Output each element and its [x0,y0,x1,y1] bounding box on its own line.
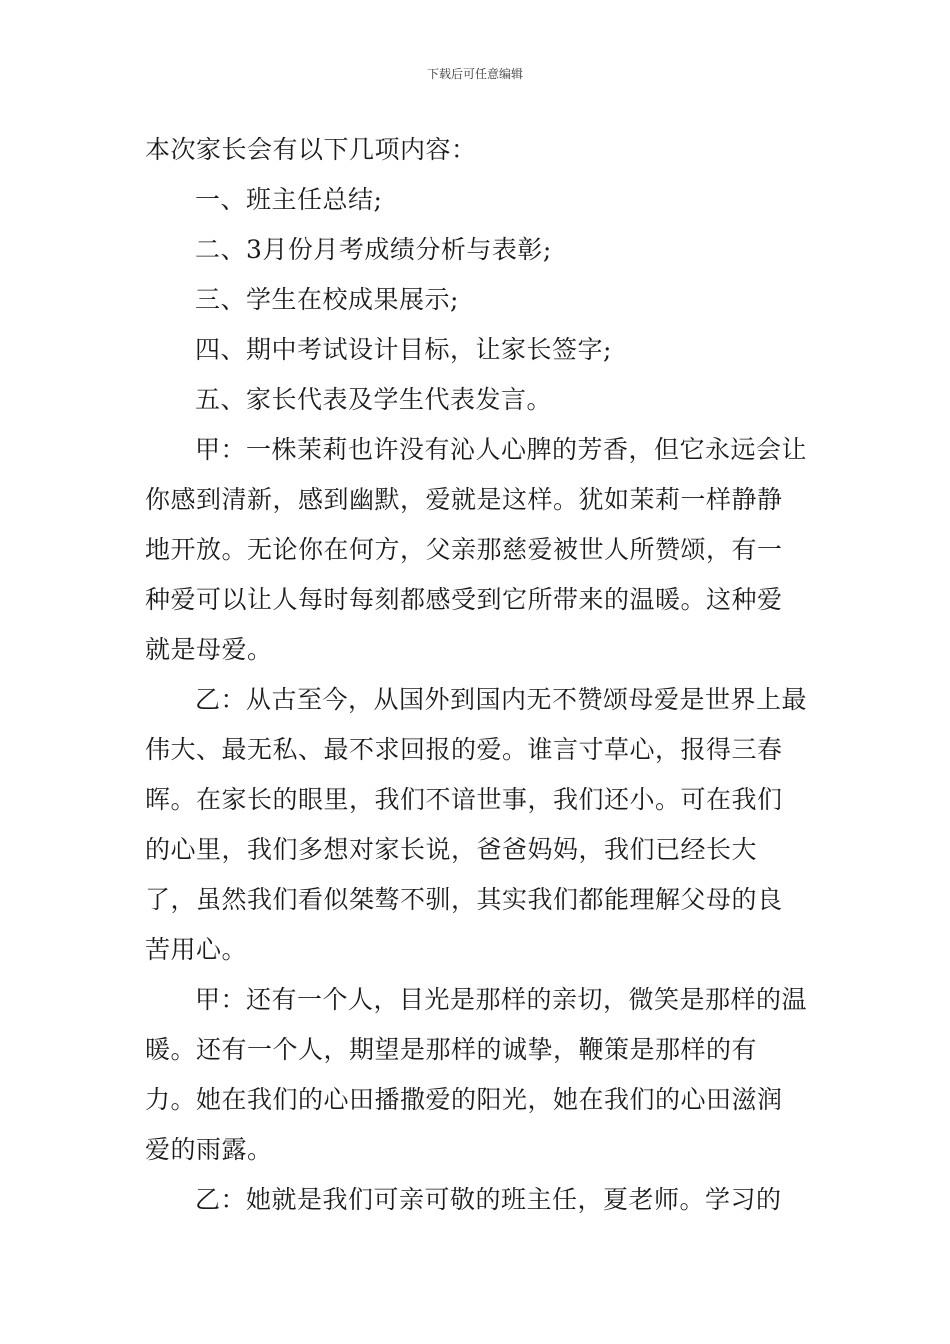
agenda-item-4: 四、期中考试设计目标，让家长签字; [195,335,612,364]
paragraph-yi-2: 乙：她就是我们可亲可敬的班主任，夏老师。学习的 [195,1185,782,1214]
page-header: 下载后可任意编辑 [426,67,523,81]
agenda-item-5: 五、家长代表及学生代表发言。 [195,385,553,414]
paragraph-yi-1: 乙：从古至今，从国外到国内无不赞颂母爱是世界上最伟大、最无私、最不求回报的爱。谁言寸草心，报得三春晖。在家长的眼里，我们不谙世事，我们还小。可在我们的心里，我们多想对家长说，爸爸妈妈，我们已经长大了，虽然我们看似桀骜不驯，其实我们都能理解父母的良苦用心。 [145,685,808,964]
paragraph-intro: 本次家长会有以下几项内容： [145,135,477,164]
agenda-item-1: 一、班主任总结; [195,185,383,214]
agenda-item-2: 二、3月份月考成绩分析与表彰; [195,235,552,264]
paragraph-jia-2: 甲：还有一个人，目光是那样的亲切，微笑是那样的温暖。还有一个人，期望是那样的诚挚，鞭策是那样的有力。她在我们的心田播撒爱的阳光，她在我们的心田滋润爱的雨露。 [145,985,808,1164]
agenda-item-3: 三、学生在校成果展示; [195,285,459,314]
document-body [145,125,807,1225]
paragraph-jia-1: 甲：一株茉莉也许没有沁人心脾的芳香，但它永远会让你感到清新，感到幽默，爱就是这样。犹如茉莉一样静静地开放。无论你在何方，父亲那慈爱被世人所赞颂，有一种爱可以让人每时每刻都感受到它所带来的温暖。这种爱就是母爱。 [145,435,808,664]
